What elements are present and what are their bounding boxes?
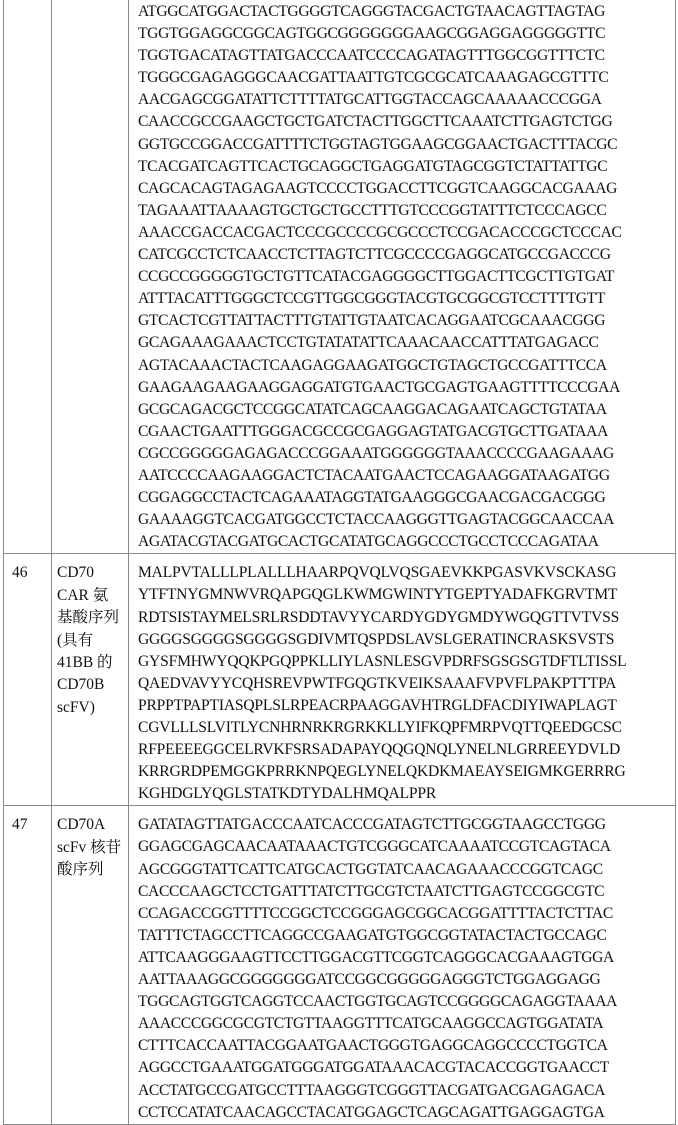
table-row	[4, 554, 676, 806]
sequence-line: GAAGAAGAAGAAGGAGGATGTGAACTGCGAGTGAAGTTTTCCCGAA	[138, 378, 621, 396]
sequence-line: CCAGACCGGTTTTCCGGCTCCGGGAGCGGCACGGATTTTACTCTTAC	[138, 904, 613, 922]
sequence-line: CCTCCATATCAACAGCCTACATGGAGCTCAGCAGATTGAGGAGTGA	[138, 1103, 605, 1121]
sequence-line: AGGCCTGAAATGGATGGGATGGATAAACACGTACACCGGTGAACCT	[138, 1059, 609, 1077]
description-line: CD70A	[57, 816, 106, 834]
description-line: CD70B	[57, 676, 105, 694]
sequence-line: MALPVTALLLPLALLLHAARPQVQLVQSGAEVKKPGASVKVSCKASG	[138, 564, 617, 582]
sequence-table	[3, 0, 676, 1125]
sequence-line: ATGGCATGGACTACTGGGGTCAGGGTACGACTGTAACAGTTAGTAG	[138, 3, 606, 20]
sequence-line: AAACCCGGCGCGTCTGTTAAGGTTTCATGCAAGGCCAGTGGATATA	[138, 1015, 604, 1033]
description-cell	[52, 806, 129, 1124]
sequence-line: GCAGAAAGAAACTCCTGTATATATTCAAACAACCATTTATGAGACC	[138, 334, 599, 352]
sequence-line: AATTAAAGGCGGGGGGGATCCGGCGGGGGAGGGTCTGGAGGAGG	[138, 971, 601, 989]
sequence-line: CACCCAAGCTCCTGATTTATCTTGCGTCTAATCTTGAGTCCGGCGTC	[138, 882, 605, 900]
sequence-line: ACCTATGCCGATGCCTTTAAGGGTCGGGTTACGATGACGAGAGACA	[138, 1081, 606, 1099]
table-row	[4, 0, 676, 554]
seq-id-cell: 47	[4, 806, 52, 1124]
sequence-cell	[129, 0, 676, 554]
sequence-line: AGATACGTACGATGCACTGCATATGCAGGCCCTGCCTCCCAGATAA	[138, 533, 599, 551]
sequence-line: AGCGGGTATTCATTCATGCACTGGTATCAACAGAAACCCGGTCAGC	[138, 860, 603, 878]
sequence-line: TAGAAATTAAAAGTGCTGCTGCCTTTGTCCCGGTATTTCTCCCAGCC	[138, 201, 607, 219]
description-line: scFV)	[57, 698, 95, 716]
sequence-line: KGHDGLYQGLSTATKDTYDALHMQALPPR	[138, 785, 437, 803]
sequence-line: GGTGCCGGACCGATTTTCTGGTAGTGGAAGCGGAACTGACTTTACGC	[138, 135, 618, 153]
sequence-line: CGAACTGAATTTGGGACGCCGCGAGGAGTATGACGTGCTTGATAAA	[138, 422, 608, 440]
sequence-cell	[129, 806, 676, 1124]
sequence-line: CATCGCCTCTCAACCTCTTAGTCTTCGCCCCGAGGCATGCCGACCCG	[138, 246, 611, 264]
sequence-line: GAAAAGGTCACGATGGCCTCTACCAAGGGTTGAGTACGGCAACCAA	[138, 511, 615, 529]
sequence-line: CCGCCGGGGGTGCTGTTCATACGAGGGGCTTGGACTTCGCTTGTGAT	[138, 268, 615, 286]
description-line: scFv 核苷	[57, 838, 122, 856]
sequence-line: AAACCGACCACGACTCCCGCCCCGCGCCCTCCGACACCCGCTCCCAC	[138, 223, 622, 241]
sequence-line: GGAGCGAGCAACAATAAACTGTCGGGCATCAAAATCCGTCAGTACA	[138, 838, 611, 856]
sequence-line: TGGTGGAGGCGGCAGTGGCGGGGGGGAAGCGGAGGAGGGGGTTC	[138, 25, 606, 43]
sequence-line: GATATAGTTATGACCCAATCACCCGATAGTCTTGCGGTAAGCCTGGG	[138, 816, 606, 834]
sequence-line: QAEDVAVYYCQHSREVPWTFGQGTKVEIKSAAAFVPVFLPAKPTTTPA	[138, 674, 617, 692]
sequence-line: GTCACTCGTTATTACTTTGTATTGTAATCACAGGAATCGCAAACGGG	[138, 312, 606, 330]
sequence-line: CAACCGCCGAAGCTGCTGATCTACTTGGCTTCAAATCTTGAGTCTGG	[138, 113, 613, 131]
seq-id-cell	[4, 0, 52, 554]
sequence-line: ATTCAAGGGAAGTTCCTTGGACGTTCGGTCAGGGCACGAAAGTGGA	[138, 948, 614, 966]
description-line: 酸序列	[57, 861, 104, 879]
sequence-line: TATTTCTAGCCTTCAGGCCGAAGATGTGGCGGTATACTACTGCCAGC	[138, 926, 607, 944]
sequence-line: CTTTCACCAATTACGGAATGAACTGGGTGAGGCAGGCCCCTGGTCA	[138, 1037, 608, 1055]
sequence-line: TGGTGACATAGTTATGACCCAATCCCCAGATAGTTTGGCGGTTTCTC	[138, 47, 605, 65]
description-line: CAR 氨	[57, 586, 109, 604]
description-line: CD70	[57, 564, 95, 582]
sequence-line: RDTSISTAYMELSRLRSDDTAVYYCARDYGDYGMDYWGQGTTVTVSS	[138, 608, 620, 626]
description-cell	[52, 0, 129, 554]
sequence-cell	[129, 554, 676, 806]
sequence-line: PRPPTPAPTIASQPLSLRPEACRPAAGGAVHTRGLDFACDIYIWAPLAGT	[138, 696, 617, 714]
sequence-line: TGGGCGAGAGGGCAACGATTAATTGTCGCGCATCAAAGAGCGTTTC	[138, 69, 609, 87]
sequence-line: YTFTNYGMNWVRQAPGQGLKWMGWINTYTGEPTYADAFKGRVTMT	[138, 586, 618, 604]
sequence-line: CAGCACAGTAGAGAAGTCCCCTGGACCTTCGGTCAAGGCACGAAAG	[138, 179, 618, 197]
sequence-line: TGGCAGTGGTCAGGTCCAACTGGTGCAGTCCGGGGCAGAGGTAAAA	[138, 993, 618, 1011]
sequence-line: AACGAGCGGATATTCTTTTATGCATTGGTACCAGCAAAAACCCGGA	[138, 91, 602, 109]
sequence-line: CGGAGGCCTACTCAGAAATAGGTATGAAGGGCGAACGACGACGGG	[138, 489, 606, 507]
sequence-line: CGCCGGGGGAGAGACCCGGAAATGGGGGGTAAACCCCGAAGAAAG	[138, 444, 614, 462]
sequence-line: RFPEEEEGGCELRVKFSRSADAPAYQQGQNQLYNELNLGRREEYDVLD	[138, 741, 621, 759]
description-line: (具有	[57, 631, 94, 649]
sequence-line: GCGCAGACGCTCCGGCATATCAGCAAGGACAGAATCAGCTGTATAA	[138, 400, 607, 418]
sequence-line: GGGGSGGGGSGGGGSGDIVMTQSPDSLAVSLGERATINCRASKSVSTS	[138, 630, 615, 648]
sequence-line: CGVLLLSLVITLYCNHRNRKRGRKKLLYIFKQPFMRPVQTTQEEDGCSC	[138, 719, 622, 736]
sequence-line: TCACGATCAGTTCACTGCAGGCTGAGGATGTAGCGGTCTATTATTGC	[138, 157, 608, 175]
sequence-line: GYSFMHWYQQKPGQPPKLLIYLASNLESGVPDRFSGSGSGTDFTLTISSL	[138, 652, 627, 670]
seq-id-cell: 46	[4, 554, 52, 806]
sequence-line: AGTACAAACTACTCAAGAGGAAGATGGCTGTAGCTGCCGATTTCCA	[138, 356, 607, 374]
sequence-line: AATCCCCAAGAAGGACTCTACAATGAACTCCAGAAGGATAAGATGG	[138, 466, 610, 484]
table-row	[4, 806, 676, 1124]
description-cell	[52, 554, 129, 806]
sequence-line: ATTTACATTTGGGCTCCGTTGGCGGGTACGTGCGGCGTCCTTTTGTT	[138, 290, 606, 308]
sequence-line: KRRGRDPEMGGKPRRKNPQEGLYNELQKDKMAEAYSEIGMKGERRRG	[138, 763, 626, 781]
description-line: 基酸序列	[57, 609, 120, 627]
description-line: 41BB 的	[57, 653, 113, 671]
